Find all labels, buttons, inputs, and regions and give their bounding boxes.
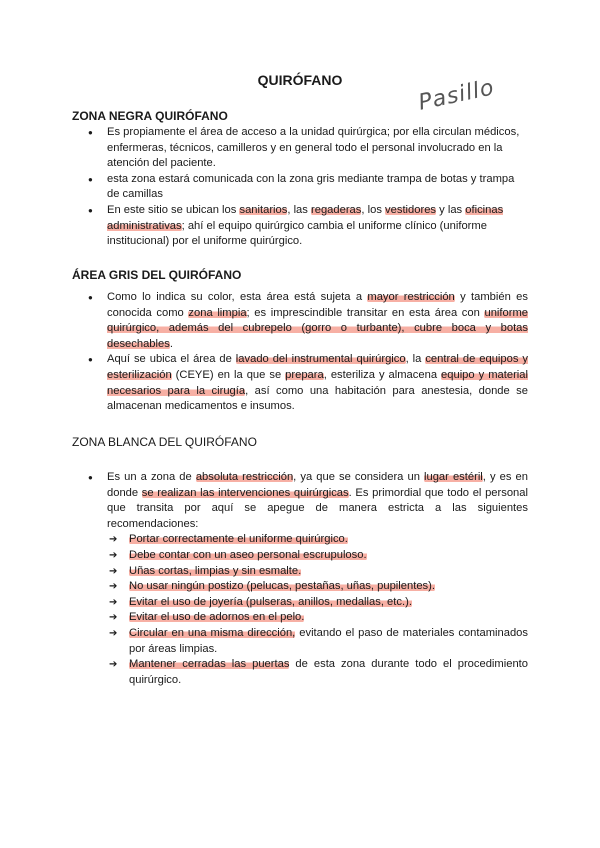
highlight: mayor restricción: [367, 291, 455, 303]
text: En este sitio se ubican los: [107, 203, 240, 216]
bullet-blanca-1: [72, 470, 528, 688]
highlight: lavado del instrumental quirúrgico: [235, 353, 406, 366]
recommendation-item: [107, 548, 528, 564]
list-zona-blanca: [72, 470, 528, 688]
text: .: [169, 337, 173, 350]
text: y las: [436, 203, 466, 216]
highlight: Evitar el uso de adornos en el pelo.: [129, 611, 305, 624]
highlight: Portar correctamente el uniforme quirúrgico.: [129, 533, 348, 546]
recommendations-list: [107, 532, 528, 688]
text: , ya que se considera un: [293, 471, 424, 483]
text: Es un a zona de: [107, 471, 196, 483]
list-zona-gris: [72, 290, 528, 415]
bullet-negra-1: ● Es propiamente el área de acceso a la unidad quirúrgica; por ella circulan médicos, enfermeras, técnicos, camilleros y en general todo el personal involucrado en la atención del paciente.: [72, 125, 528, 172]
bullet-negra-3: [72, 203, 528, 250]
highlight: zona limpia: [188, 306, 247, 319]
text: ; es imprescindible transitar en esta área con: [246, 306, 485, 319]
highlight: oficinas administrativas: [107, 203, 504, 232]
text: . Es primordial que todo el personal que transita por aquí se apegue de manera estricta a las siguientes recomendaciones:: [107, 486, 528, 530]
text: Como lo indica su color, esta área está sujeta a: [107, 291, 368, 303]
bullet-gris-1: [72, 290, 528, 352]
text: , las: [287, 203, 311, 216]
text: de esta zona durante todo el procedimiento quirúrgico.: [129, 658, 528, 686]
highlight: No usar ningún postizo (pelucas, pestañas, uñas, pupilentes).: [129, 580, 435, 593]
highlight: sanitarios: [239, 203, 288, 216]
text: y también es conocida como: [107, 291, 528, 319]
text: , y es en donde: [107, 471, 528, 499]
highlight: Evitar el uso de joyería (pulseras, anillos, medallas, etc.).: [129, 595, 412, 608]
recommendation-item: [107, 626, 528, 657]
recommendation-item: [107, 595, 528, 611]
highlight: central de equipos y esterilización: [107, 353, 528, 381]
recommendation-item: [107, 532, 528, 548]
bullet-negra-2: ● esta zona estará comunicada con la zona gris mediante trampa de botas y trampa de camillas: [72, 172, 528, 203]
list-zona-negra: [72, 125, 528, 250]
heading-zona-blanca: ZONA BLANCA DEL QUIRÓFANO: [72, 435, 257, 449]
handwritten-note: Pasillo: [416, 75, 497, 116]
highlight: prepara: [285, 368, 324, 381]
text: , esteriliza y almacena: [323, 368, 442, 381]
text: , la: [405, 353, 426, 366]
highlight: Debe contar con un aseo personal escrupuloso.: [129, 548, 367, 561]
heading-zona-gris: ÁREA GRIS DEL QUIRÓFANO: [72, 268, 242, 282]
highlight: se realizan las intervenciones quirúrgicas: [141, 486, 349, 499]
heading-zona-negra: ZONA NEGRA QUIRÓFANO: [72, 109, 228, 123]
recommendation-item: [107, 610, 528, 626]
recommendation-item: [107, 657, 528, 688]
highlight: equipo y material necesarios para la cirugía: [107, 368, 528, 397]
recommendation-item: [107, 579, 528, 595]
text: ; ahí el equipo quirúrgico cambia el uniforme clínico (uniforme institucional) por el uniforme quirúrgico.: [107, 219, 487, 248]
bullet-gris-2: [72, 352, 528, 414]
text: , así como una habitación para anestesia, donde se almacenan medicamentos e insumos.: [107, 384, 528, 413]
highlight: Mantener cerradas las puertas: [129, 658, 290, 671]
highlight: vestidores: [385, 203, 437, 216]
highlight: regaderas: [311, 203, 362, 216]
recommendation-item: [107, 564, 528, 580]
text: Aquí se ubica el área de: [107, 353, 236, 366]
highlight: uniforme quirúrgico, además del cubrepelo (gorro o turbante), cubre boca y botas desechables: [107, 306, 529, 350]
highlight: lugar estéril: [424, 471, 483, 483]
page-title: QUIRÓFANO: [257, 72, 343, 88]
text: evitando el paso de materiales contaminados por áreas limpias.: [129, 626, 528, 655]
text: , los: [361, 203, 386, 216]
highlight: absoluta restricción: [195, 471, 294, 483]
highlight: Uñas cortas, limpias y sin esmalte.: [129, 564, 302, 577]
text: (CEYE) en la que se: [171, 368, 286, 381]
highlight: Circular en una misma dirección,: [129, 626, 296, 639]
